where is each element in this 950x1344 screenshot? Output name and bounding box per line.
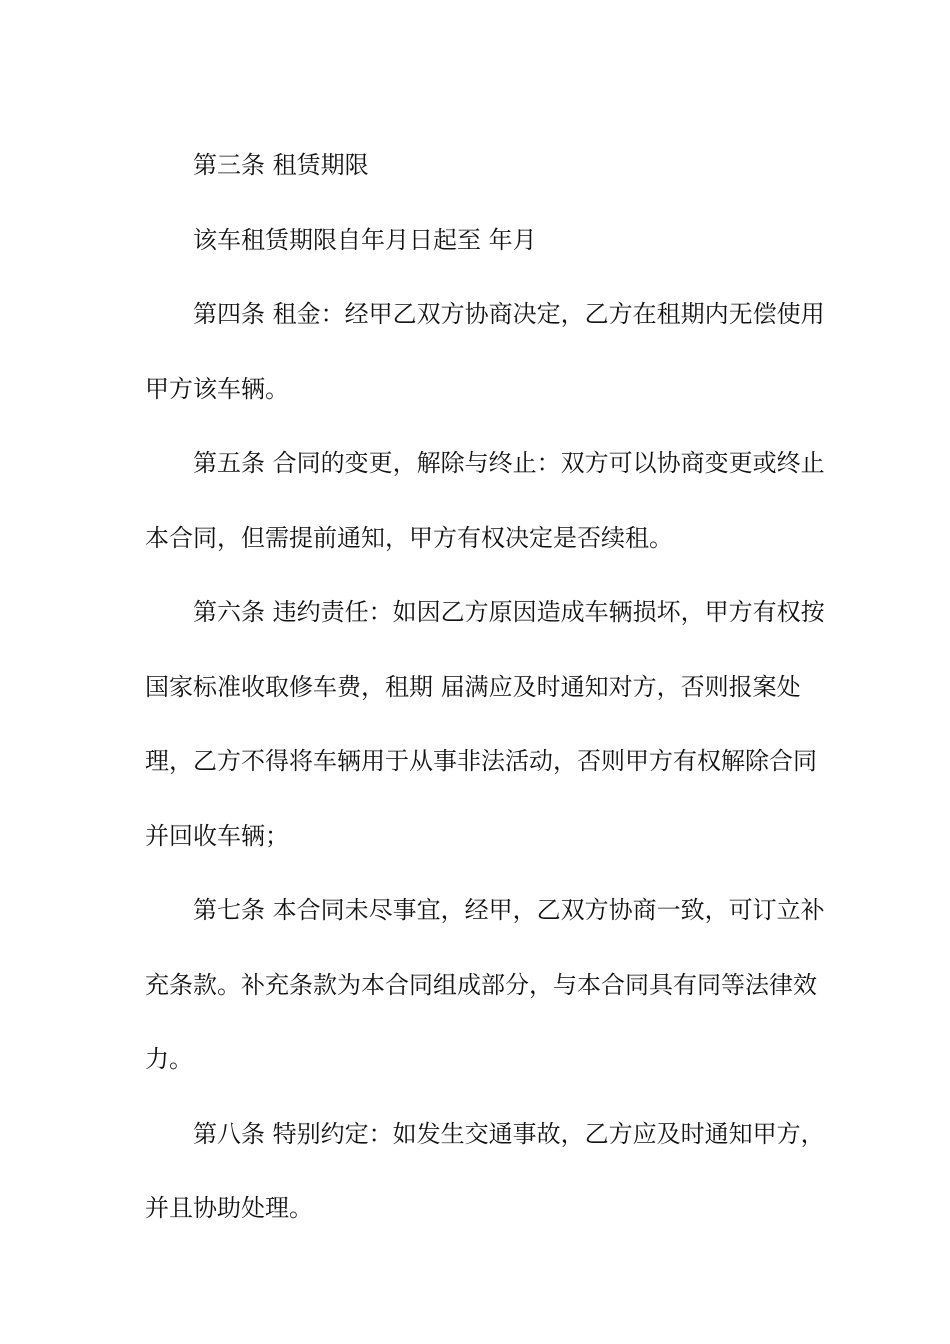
document-body bbox=[145, 128, 825, 1246]
clause-4-rent: 第四条 租金：经甲乙双方协商决定，乙方在租期内无偿使用甲方该车辆。 bbox=[145, 300, 825, 403]
clause-8-special-agreement: 第八条 特别约定：如发生交通事故，乙方应及时通知甲方，并且协助处理。 bbox=[145, 1119, 825, 1222]
clause-3-title: 第三条 租赁期限 bbox=[193, 151, 369, 179]
clause-7-supplementary: 第七条 本合同未尽事宜，经甲，乙双方协商一致，可订立补充条款。补充条款为本合同组成部分，与本合同具有同等法律效力。 bbox=[145, 896, 825, 1073]
lease-term-paragraph: 该车租赁期限自年月日起至 年月 bbox=[193, 225, 537, 254]
clause-5-change-termination: 第五条 合同的变更，解除与终止：双方可以协商变更或终止本合同，但需提前通知，甲方有权决定是否续租。 bbox=[145, 449, 825, 552]
clause-6-liability: 第六条 违约责任：如因乙方原因造成车辆损坏，甲方有权按国家标准收取修车费，租期 届满应及时通知对方，否则报案处理，乙方不得将车辆用于从事非法活动，否则甲方有权解除合同并回收车辆； bbox=[145, 598, 825, 850]
